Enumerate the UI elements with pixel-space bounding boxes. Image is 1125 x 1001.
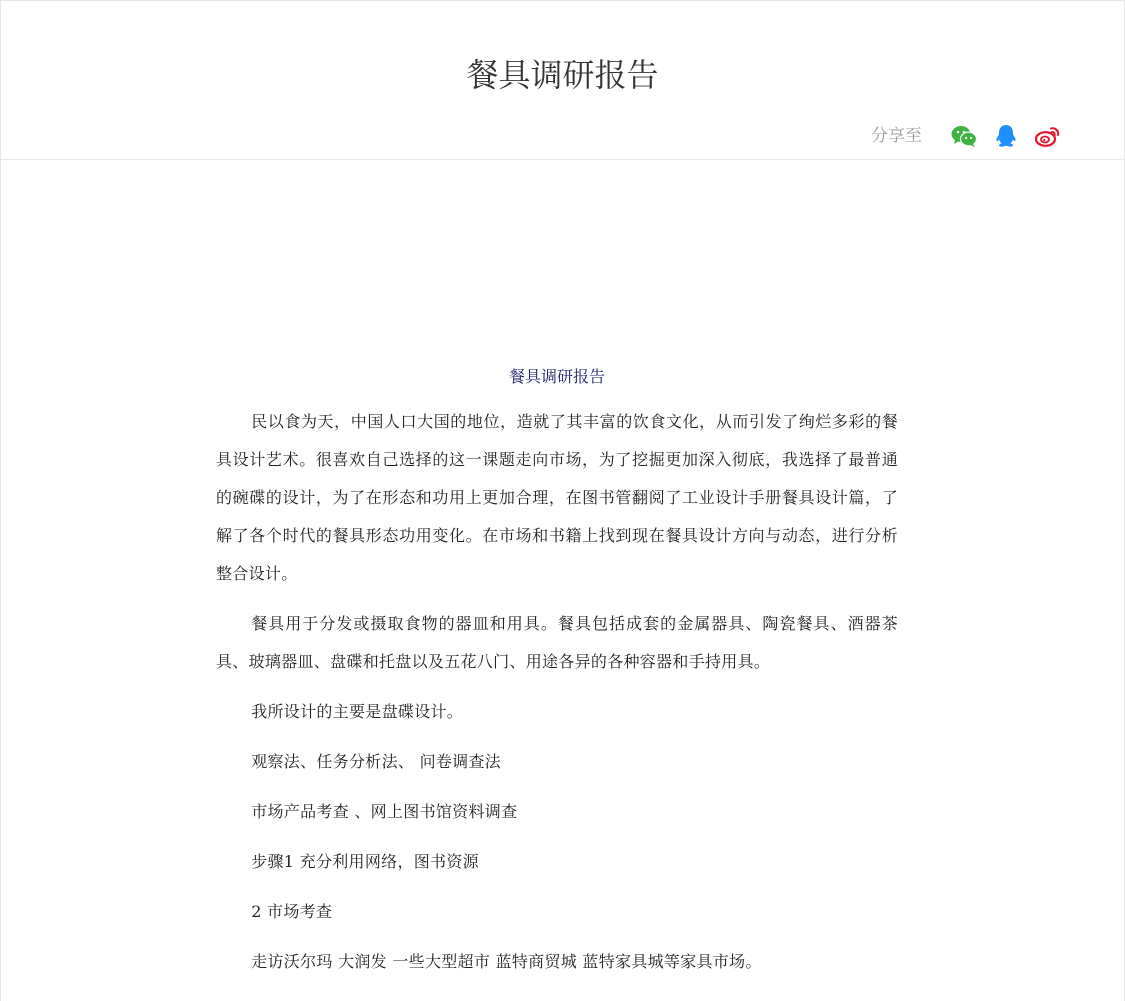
share-bar (871, 121, 1062, 151)
paragraph: 2 市场考查 (251, 902, 333, 921)
paragraph: 民以食为天，中国人口大国的地位，造就了其丰富的饮食文化，从而引发了绚烂多彩的餐具设计艺术。很喜欢自己选择的这一课题走向市场，为了挖掘更加深入彻底，我选择了最普通的碗碟的设计，为了在形态和功用上更加合理，在图书管翻阅了工业设计手册餐具设计篇，了解了各个时代的餐具形态功用变化。在市场和书籍上找到现在餐具设计方向与动态，进行分析整合设计。 (216, 412, 898, 583)
qq-icon (995, 124, 1017, 148)
paragraph: 餐具用于分发或摄取食物的器皿和用具。餐具包括成套的金属器具、陶瓷餐具、酒器茶具、玻璃器皿、盘碟和托盘以及五花八门、用途各异的各种容器和手持用具。 (216, 614, 898, 671)
page-title: 餐具调研报告 (466, 56, 659, 94)
paragraph: 市场产品考查 、网上图书馆资料调查 (251, 802, 518, 821)
article-title: 餐具调研报告 (508, 367, 605, 386)
weibo-icon (1035, 125, 1061, 147)
share-label: 分享至 (871, 126, 922, 146)
share-wechat-button[interactable] (950, 122, 978, 150)
paragraph: 观察法、任务分析法、 问卷调查法 (251, 752, 502, 771)
share-qq-button[interactable] (992, 122, 1020, 150)
page-header (1, 1, 1124, 160)
paragraph: 我所设计的主要是盘碟设计。 (251, 702, 464, 721)
paragraph: 步骤1 充分利用网络，图书资源 (251, 852, 479, 871)
paragraph: 走访沃尔玛 大润发 一些大型超市 蓝特商贸城 蓝特家具城等家具市场。 (251, 952, 762, 971)
wechat-icon (951, 125, 977, 147)
article-body (216, 361, 898, 993)
share-weibo-button[interactable] (1034, 122, 1062, 150)
